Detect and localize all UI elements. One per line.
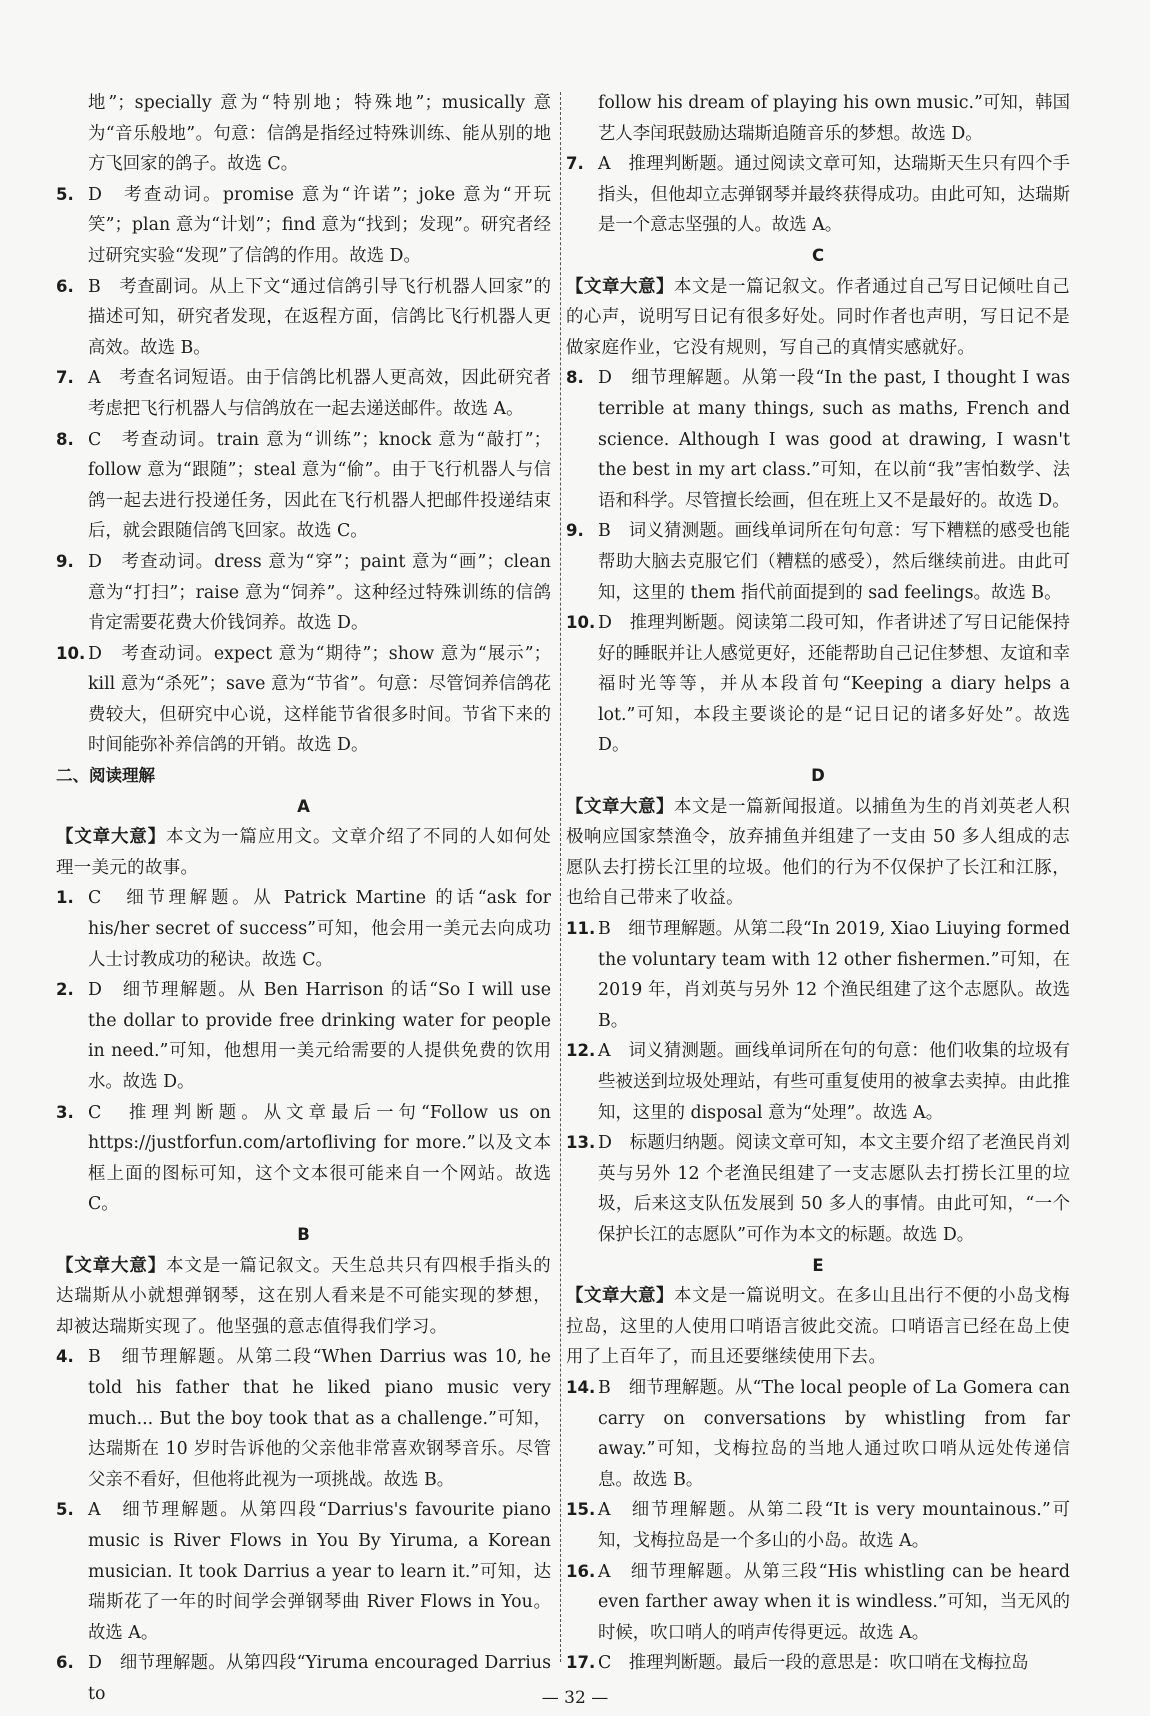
- item-number: 6.: [56, 1653, 74, 1673]
- item-number: 10.: [566, 613, 596, 633]
- item-number: 8.: [566, 368, 584, 388]
- item-text: B 细节理解题。从第二段“In 2019, Xiao Liuying formed the voluntary team with 12 other fishermen.”可知，在 2019 年，肖刘英与另外 12 个渔民组建了这个志愿队。故选 B。: [598, 919, 1070, 1031]
- item-number: 9.: [566, 521, 584, 541]
- item-text: B 词义猜测题。画线单词所在句句意：写下糟糕的感受也能帮助大脑去克服它们（糟糕的感受），然后继续前进。由此可知，这里的 them 指代前面提到的 sad feelings。故选 B。: [598, 521, 1070, 603]
- item-number: 14.: [566, 1377, 596, 1397]
- answer-item: [56, 1342, 551, 1495]
- item-text: D 细节理解题。从第四段“Yiruma encouraged Darrius to: [88, 1653, 551, 1704]
- item-number: 9.: [56, 551, 74, 571]
- answer-item: [566, 1557, 1070, 1649]
- summary-a: [56, 822, 551, 883]
- answer-item: [566, 1648, 1070, 1679]
- summary-tag: 【文章大意】: [56, 827, 167, 848]
- answer-item: [566, 1373, 1070, 1495]
- section-heading: 二、阅读理解: [56, 766, 155, 786]
- summary-text: 本文是一篇说明文。在多山且出行不便的小岛戈梅拉岛，这里的人使用口哨语言彼此交流。口哨语言已经在岛上使用了上百年了，而且还要继续使用下去。: [566, 1286, 1070, 1368]
- summary-tag: 【文章大意】: [56, 1255, 167, 1276]
- part-label-b: B: [297, 1224, 310, 1244]
- item-text: A 考查名词短语。由于信鸽比机器人更高效，因此研究者考虑把飞行机器人与信鸽放在一起去递送邮件。故选 A。: [88, 368, 551, 419]
- item-text: A 细节理解题。从第四段“Darrius's favourite piano music is River Flows in You By Yiruma, a Korean musician. It took Darrius a year to learn it.”可知，达瑞斯花了一年的时间学会弹钢琴曲 River Flows in You。故选 A。: [88, 1500, 551, 1643]
- item-number: 12.: [566, 1041, 596, 1061]
- item-number: 2.: [56, 980, 74, 1000]
- answer-item: [56, 363, 551, 424]
- item-number: 6.: [56, 276, 74, 296]
- answer-item: [566, 914, 1070, 1036]
- answer-item: [566, 1128, 1070, 1250]
- summary-tag: 【文章大意】: [566, 796, 675, 817]
- summary-b: [56, 1251, 551, 1343]
- answer-item: [566, 1495, 1070, 1556]
- answer-item: [566, 516, 1070, 608]
- summary-d: [566, 792, 1070, 914]
- item-text: C 推理判断题。最后一段的意思是：吹口哨在戈梅拉岛: [598, 1653, 1029, 1674]
- summary-text: 本文是一篇记叙文。作者通过自己写日记倾吐自己的心声，说明写日记有很多好处。同时作者也声明，写日记不是做家庭作业，它没有规则，写自己的真情实感就好。: [566, 276, 1070, 358]
- item-number: 10.: [56, 643, 86, 663]
- item-text: B 细节理解题。从第二段“When Darrius was 10, he told his father that he liked piano music very much... But the boy took that as a challenge.”可知，达瑞斯在 10 岁时告诉他的父亲他非常喜欢钢琴音乐。尽管父亲不看好，但他将此视为一项挑战。故选 B。: [88, 1347, 551, 1490]
- item-text: D 考查动词。promise 意为“许诺”；joke 意为“开玩笑”；plan 意为“计划”；find 意为“找到；发现”。研究者经过研究实验“发现”了信鸽的作用。故选 D。: [88, 184, 551, 266]
- answer-item: [566, 1036, 1070, 1128]
- item-text: D 标题归纳题。阅读文章可知，本文主要介绍了老渔民肖刘英与另外 12 个老渔民组建了一支志愿队去打捞长江里的垃圾，后来这支队伍发展到 50 多人的事情。由此可知，“一个保护长江的志愿队”可作为本文的标题。故选 D。: [598, 1133, 1070, 1245]
- answer-item: [566, 149, 1070, 241]
- item-text: D 考查动词。expect 意为“期待”；show 意为“展示”；kill 意为“杀死”；save 意为“节省”。句意：尽管饲养信鸽花费较大，但研究中心说，这样能节省很多时间。节省下来的时间能弥补养信鸽的开销。故选 D。: [88, 643, 551, 756]
- answer-item: [566, 608, 1070, 761]
- item-number: 8.: [56, 429, 74, 449]
- continued-text: 地”；specially 意为“特别地；特殊地”；musically 意为“音乐般地”。句意：信鸽是指经过特殊训练、能从别的地方飞回家的鸽子。故选 C。: [88, 93, 551, 175]
- item-number: 15.: [566, 1500, 596, 1520]
- item-text: A 细节理解题。从第三段“His whistling can be heard even farther away when it is windless.”可知，当无风的时候，吹口哨人的哨声传得更远。故选 A。: [598, 1561, 1070, 1643]
- item-text: C 推理判断题。从文章最后一句“Follow us on https://justforfun.com/artofliving for more.”以及文本框上面的图标可知，这个文本很可能来自一个网站。故选 C。: [88, 1102, 551, 1215]
- item-text: C 考查动词。train 意为“训练”；knock 意为“敲打”；follow 意为“跟随”；steal 意为“偷”。由于飞行机器人与信鸽一起去进行投递任务，因此在飞行机器人把邮件投递结束后，就会跟随信鸽飞回家。故选 C。: [88, 429, 551, 542]
- item-number: 16.: [566, 1561, 596, 1581]
- continued-text: follow his dream of playing his own music.”可知，韩国艺人李闰珉鼓励达瑞斯追随音乐的梦想。故选 D。: [598, 93, 1070, 144]
- page-number: — 32 —: [541, 1688, 609, 1708]
- answer-item: [56, 1098, 551, 1220]
- item-number: 7.: [56, 368, 74, 388]
- item-text: A 推理判断题。通过阅读文章可知，达瑞斯天生只有四个手指头，但他却立志弹钢琴并最终获得成功。由此可知，达瑞斯是一个意志坚强的人。故选 A。: [598, 154, 1070, 236]
- answer-item: [56, 1495, 551, 1648]
- answer-item: [566, 363, 1070, 516]
- summary-tag: 【文章大意】: [566, 1286, 675, 1307]
- part-label-d: D: [811, 766, 825, 786]
- summary-text: 本文是一篇记叙文。天生总共只有四根手指头的达瑞斯从小就想弹钢琴，这在别人看来是不可能实现的梦想，却被达瑞斯实现了。他坚强的意志值得我们学习。: [56, 1255, 551, 1337]
- summary-text: 本文是一篇新闻报道。以捕鱼为生的肖刘英老人积极响应国家禁渔令，放弃捕鱼并组建了一支由 50 多人组成的志愿队去打捞长江里的垃圾。他们的行为不仅保护了长江和江豚，也给自己带来了收益。: [566, 796, 1070, 909]
- part-label-a: A: [297, 796, 310, 816]
- summary-e: [566, 1281, 1070, 1373]
- part-label-e: E: [812, 1255, 824, 1275]
- item-number: 5.: [56, 1500, 74, 1520]
- item-text: B 考查副词。从上下文“通过信鸽引导飞行机器人回家”的描述可知，研究者发现，在返程方面，信鸽比飞行机器人更高效。故选 B。: [88, 276, 551, 358]
- item-number: 7.: [566, 154, 584, 174]
- item-text: A 细节理解题。从第二段“It is very mountainous.”可知，戈梅拉岛是一个多山的小岛。故选 A。: [598, 1500, 1070, 1551]
- item-number: 11.: [566, 919, 596, 939]
- item-number: 13.: [566, 1133, 596, 1153]
- part-label-c: C: [811, 245, 825, 265]
- item-text: D 细节理解题。从 Ben Harrison 的话“So I will use the dollar to provide free drinking water for people in need.”可知，他想用一美元给需要的人提供免费的饮用水。故选 D。: [88, 980, 551, 1092]
- answer-item: [56, 975, 551, 1097]
- item-number: 1.: [56, 888, 74, 908]
- item-text: B 细节理解题。从“The local people of La Gomera can carry on conversations by whistling from far away.”可知，戈梅拉岛的当地人通过吹口哨从远处传递信息。故选 B。: [598, 1377, 1070, 1490]
- item-text: D 考查动词。dress 意为“穿”；paint 意为“画”；clean 意为“打扫”；raise 意为“饲养”。这种经过特殊训练的信鸽肯定需要花费大价钱饲养。故选 D。: [88, 551, 551, 634]
- item-number: 4.: [56, 1347, 74, 1367]
- item-text: D 推理判断题。阅读第二段可知，作者讲述了写日记能保持好的睡眠并让人感觉更好，还能帮助自己记住梦想、友谊和幸福时光等等，并从本段首句“Keeping a diary helps a lot.”可知，本段主要谈论的是“记日记的诸多好处”。故选 D。: [598, 613, 1070, 756]
- answer-item: [56, 883, 551, 975]
- summary-tag: 【文章大意】: [566, 276, 675, 297]
- item-number: 3.: [56, 1102, 74, 1122]
- summary-c: [566, 272, 1070, 364]
- answer-item: [56, 425, 551, 547]
- item-number: 5.: [56, 184, 74, 204]
- answer-item: [56, 180, 551, 272]
- answer-item: [56, 272, 551, 364]
- item-text: A 词义猜测题。画线单词所在句的句意：他们收集的垃圾有些被送到垃圾处理站，有些可重复使用的被拿去卖掉。由此推知，这里的 disposal 意为“处理”。故选 A。: [598, 1041, 1070, 1123]
- item-text: D 细节理解题。从第一段“In the past, I thought I was terrible at many things, such as maths, French and science. Although I was good at drawing, I wasn't the best in my art class.”可知，在以前“我”害怕数学、法语和科学。尽管擅长绘画，但在班上又不是最好的。故选 D。: [598, 368, 1070, 511]
- item-number: 17.: [566, 1653, 596, 1673]
- right-column: [566, 88, 1070, 1679]
- item-text: C 细节理解题。从 Patrick Martine 的话“ask for his/her secret of success”可知，他会用一美元去向成功人士讨教成功的秘诀。故选 C。: [88, 888, 551, 970]
- left-column: [56, 88, 551, 1709]
- answer-item: [56, 547, 551, 639]
- column-divider: [560, 92, 561, 1662]
- answer-item: [56, 639, 551, 761]
- summary-text: 本文为一篇应用文。文章介绍了不同的人如何处理一美元的故事。: [56, 827, 551, 878]
